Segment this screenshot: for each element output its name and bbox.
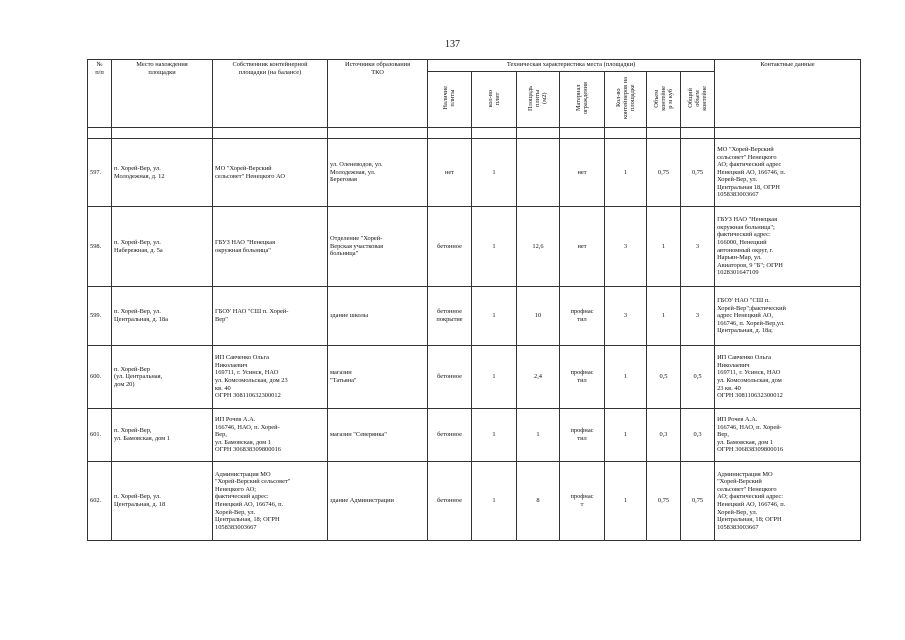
cell-volume: 0,75	[647, 462, 681, 541]
cell-total: 3	[681, 287, 715, 346]
header-row	[88, 60, 861, 72]
cell-total: 0,75	[681, 139, 715, 207]
cell-volume: 0,5	[647, 346, 681, 409]
cell-sources: ул. Оленеводов, ул. Молодежная, ул. Береговая	[328, 139, 428, 207]
cell-total: 0,3	[681, 409, 715, 462]
cell-containers: 3	[605, 207, 647, 287]
cell-slab-count: 1	[472, 139, 517, 207]
cell-containers: 1	[605, 346, 647, 409]
subheader-containers: Кол-во контейнеров на площадке	[605, 72, 647, 128]
cell-total: 0,75	[681, 462, 715, 541]
cell-num: 600.	[88, 346, 112, 409]
subheader-total: Общий объем контейне	[681, 72, 715, 128]
header-spacer	[88, 128, 861, 139]
cell-fence: профнас т	[560, 462, 605, 541]
cell-slab: бетонное	[428, 346, 472, 409]
header-num: № п/п	[88, 60, 112, 128]
header-tech: Техническая характеристика места (площадки)	[428, 60, 715, 72]
cell-containers: 1	[605, 139, 647, 207]
cell-area: 12,6	[517, 207, 560, 287]
cell-sources: здание Администрации	[328, 462, 428, 541]
page-number: 137	[445, 39, 460, 50]
cell-sources: магазин "Татьяна"	[328, 346, 428, 409]
cell-contacts: ГБОУ НАО "СШ п. Хорей-Вер";фактический адрес Ненецкий АО, 166746, п. Хорей-Вер,ул. Центральная, д. 18а;	[715, 287, 861, 346]
cell-num: 602.	[88, 462, 112, 541]
cell-containers: 1	[605, 409, 647, 462]
cell-num: 601.	[88, 409, 112, 462]
table-row	[88, 462, 861, 541]
cell-slab: нет	[428, 139, 472, 207]
cell-total: 0,5	[681, 346, 715, 409]
cell-slab-count: 1	[472, 287, 517, 346]
subheader-slab-count: кол-во плит	[472, 72, 517, 128]
cell-slab: бетонное	[428, 409, 472, 462]
cell-contacts: ГБУЗ НАО "Ненецкая окружная больница"; фактический адрес: 166000, Ненецкий автономный округ, г. Нарьян-Мар, ул. Авиаторов, 9 "Б"; ОГРН 1028301647109	[715, 207, 861, 287]
subheader-area: Площадь плиты (м2)	[517, 72, 560, 128]
cell-volume: 0,3	[647, 409, 681, 462]
cell-volume: 1	[647, 207, 681, 287]
cell-owner: Администрация МО "Хорей-Верский сельсовет" Ненецкого АО; фактический адрес: Ненецкий АО, 166746, п. Хорей-Вер, ул. Центральная, 18; ОГРН 1058383003667	[213, 462, 328, 541]
table-row	[88, 346, 861, 409]
cell-location: п. Хорей-Вер, ул. Набережная, д. 5а	[112, 207, 213, 287]
cell-slab: бетонное покрытие	[428, 287, 472, 346]
cell-area: 10	[517, 287, 560, 346]
table-row	[88, 207, 861, 287]
subheader-fence: Материал ограждения	[560, 72, 605, 128]
cell-fence: профнас тил	[560, 346, 605, 409]
cell-contacts: Администрация МО "Хорей-Верский сельсовет" Ненецкого АО; фактический адрес: Ненецкий АО, 166746, п. Хорей-Вер, ул. Центральная, 18; ОГРН 1058383003667	[715, 462, 861, 541]
cell-location: п. Хорей-Вер (ул. Центральная, дом 20)	[112, 346, 213, 409]
cell-contacts: МО "Хорей-Верский сельсовет" Ненецкого АО; фактический адрес Ненецкий АО, 166746, п. Хорей-Вер, ул. Центральная 18, ОГРН 1058383003667	[715, 139, 861, 207]
cell-owner: ИП Савченко Ольга Николаевич 169711, г. Усинск, НАО ул. Комсомольская, дом 23 кв. 40 ОГРН 308110632300012	[213, 346, 328, 409]
subheader-volume: Объем контейне р м куб	[647, 72, 681, 128]
header-contacts: Контактные данные	[715, 60, 861, 128]
cell-location: п. Хорей-Вер, ул. Центральная, д. 18	[112, 462, 213, 541]
subheader-slab: Наличие плиты	[428, 72, 472, 128]
cell-containers: 1	[605, 462, 647, 541]
cell-slab-count: 1	[472, 346, 517, 409]
cell-total: 3	[681, 207, 715, 287]
cell-owner: МО "Хорей-Верский сельсовет" Ненецкого АО	[213, 139, 328, 207]
cell-fence: профнас тил	[560, 287, 605, 346]
cell-area: 8	[517, 462, 560, 541]
table-row	[88, 409, 861, 462]
cell-owner: ИП Рочев А.А. 166746, НАО, п. Хорей- Вер, ул. Бамовская, дом 1 ОГРН 306838309800016	[213, 409, 328, 462]
cell-slab: бетонное	[428, 462, 472, 541]
cell-slab-count: 1	[472, 207, 517, 287]
header-owner: Собственник контейнерной площадки (на балансе)	[213, 60, 328, 128]
cell-area	[517, 139, 560, 207]
cell-sources: магазин "Северянка"	[328, 409, 428, 462]
header-location: Место нахождения площадки	[112, 60, 213, 128]
cell-slab: бетонное	[428, 207, 472, 287]
cell-contacts: ИП Савченко Ольга Николаевич 169711, г. Усинск, НАО ул. Комсомольская, дом 23 кв. 40 ОГРН 308110632300012	[715, 346, 861, 409]
cell-owner: ГБОУ НАО "СШ п. Хорей- Вер"	[213, 287, 328, 346]
cell-area: 2,4	[517, 346, 560, 409]
cell-volume: 1	[647, 287, 681, 346]
cell-fence: нет	[560, 139, 605, 207]
cell-fence: профнас тил	[560, 409, 605, 462]
cell-fence: нет	[560, 207, 605, 287]
cell-location: п. Хорей-Вер, ул. Молодежная, д. 12	[112, 139, 213, 207]
cell-num: 599.	[88, 287, 112, 346]
cell-slab-count: 1	[472, 462, 517, 541]
table-row	[88, 287, 861, 346]
table-row	[88, 139, 861, 207]
cell-location: п. Хорей-Вер, ул. Бамовская, дом 1	[112, 409, 213, 462]
cell-num: 597.	[88, 139, 112, 207]
cell-volume: 0,75	[647, 139, 681, 207]
cell-num: 598.	[88, 207, 112, 287]
cell-contacts: ИП Рочев А.А. 166746, НАО, п. Хорей- Вер, ул. Бамовская, дом 1 ОГРН 306838309800016	[715, 409, 861, 462]
registry-table	[87, 59, 861, 541]
cell-owner: ГБУЗ НАО "Ненецкая окружная больница"	[213, 207, 328, 287]
header-sources: Источники образования ТКО	[328, 60, 428, 128]
cell-sources: Отделение "Хорей- Верская участковая больница"	[328, 207, 428, 287]
cell-containers: 3	[605, 287, 647, 346]
cell-area: 1	[517, 409, 560, 462]
cell-location: п. Хорей-Вер, ул. Центральная, д. 18а	[112, 287, 213, 346]
cell-sources: здание школы	[328, 287, 428, 346]
cell-slab-count: 1	[472, 409, 517, 462]
